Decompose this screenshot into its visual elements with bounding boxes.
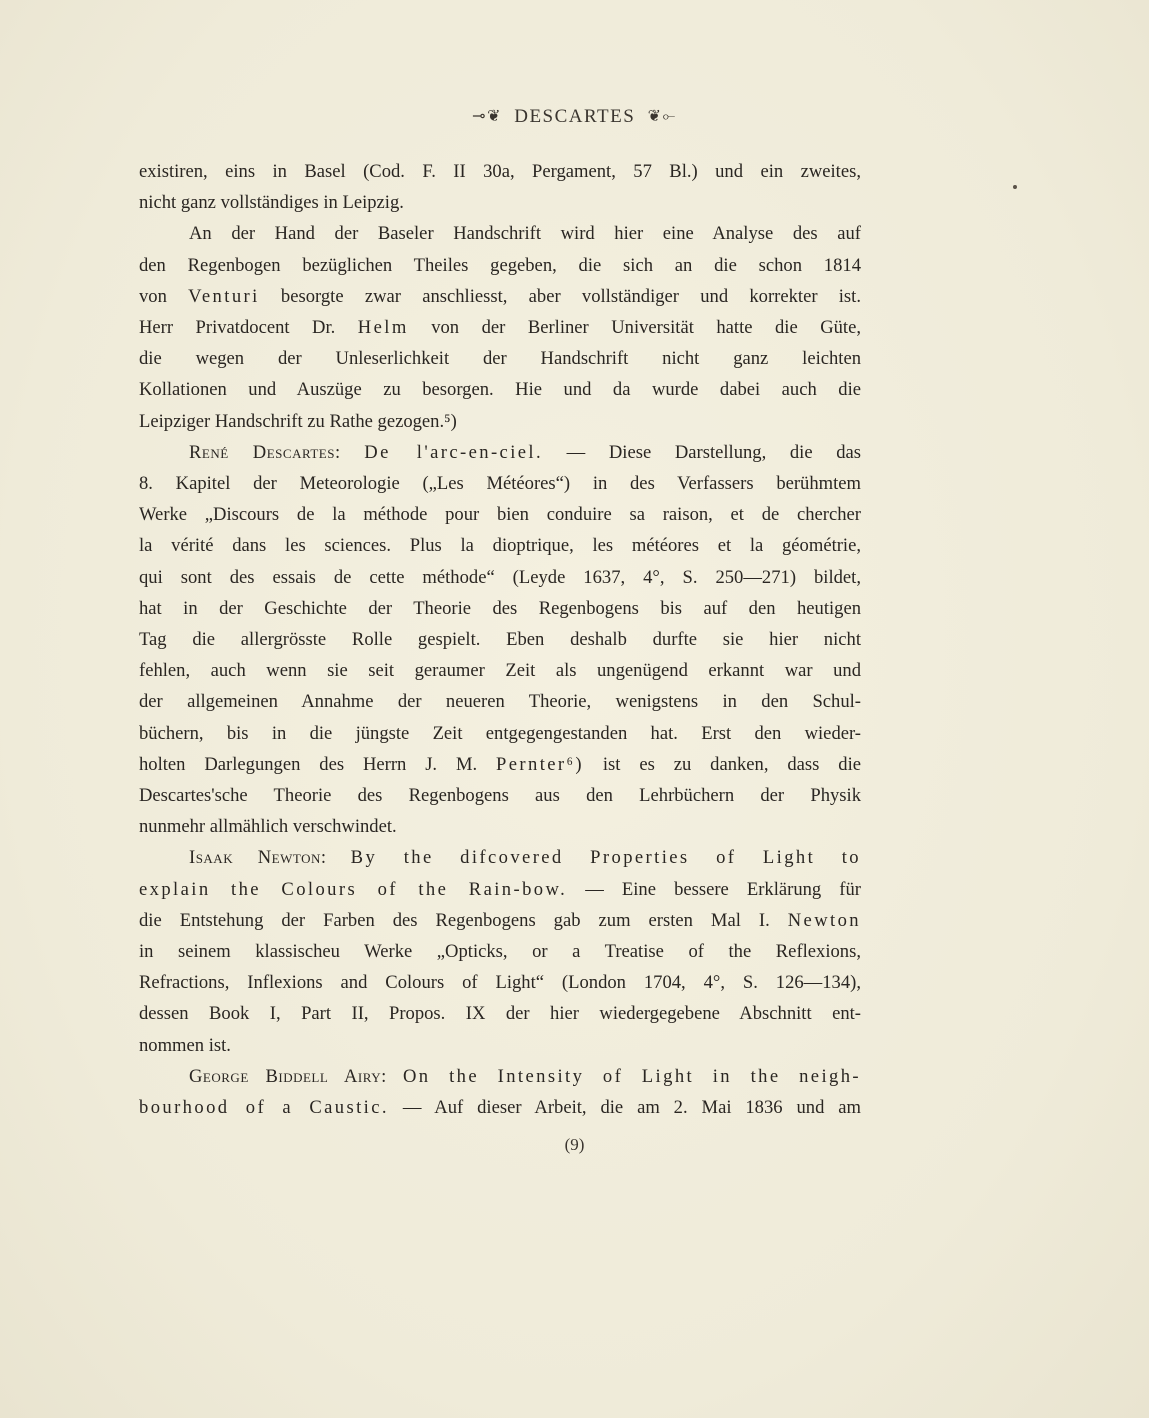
text-run: holten Darlegungen des Herrn J. M. <box>139 753 497 775</box>
paper-speck <box>1013 185 1017 189</box>
text-line: Descartes'sche Theorie des Regenbogens aus den Lehrbüchern der Physik <box>139 785 861 807</box>
text-line <box>139 842 861 873</box>
text-line <box>139 905 861 936</box>
author-name: René Descartes: <box>189 441 341 463</box>
text-line: 8. Kapitel der Meteorologie („Les Météores“) in des Verfassers berühmtem <box>139 473 861 495</box>
text-line: An der Hand der Baseler Handschrift wird hier eine Analyse des auf <box>189 223 861 245</box>
ornament-left-icon: ⊸❦ <box>472 108 502 125</box>
text-run: — Diese Darstellung, die das <box>543 441 862 463</box>
running-head-title: DESCARTES <box>514 106 636 127</box>
text-run: ist es zu danken, dass die <box>584 753 861 775</box>
text-line: nunmehr allmählich verschwindet. <box>139 816 397 838</box>
spaced-text: Pernter⁶) <box>496 753 584 775</box>
text-line: fehlen, auch wenn sie seit geraumer Zeit als ungenügend erkannt war und <box>139 660 861 682</box>
text-line: Kollationen und Auszüge zu besorgen. Hie und da wurde dabei auch die <box>139 379 861 401</box>
text-line: qui sont des essais de cette méthode“ (Leyde 1637, 4°, S. 250—271) bildet, <box>139 566 861 588</box>
text-run <box>327 847 351 868</box>
text-line: hat in der Geschichte der Theorie des Regenbogens bis auf den heutigen <box>139 597 861 619</box>
text-line: Refractions, Inflexions and Colours of Light“ (London 1704, 4°, S. 126—134), <box>139 972 861 994</box>
text-line: in seinem klassischeu Werke „Opticks, or a Treatise of the Reflexions, <box>139 941 861 963</box>
spaced-text: Venturi <box>188 285 260 307</box>
text-line: nommen ist. <box>139 1034 231 1056</box>
paragraph <box>139 842 861 1060</box>
body-text <box>139 156 861 1123</box>
text-run: — Auf dieser Arbeit, die am 2. Mai 1836 und am <box>388 1097 861 1119</box>
text-line <box>139 437 861 468</box>
text-line: dessen Book I, Part II, Propos. IX der hier wiedergegebene Abschnitt ent- <box>139 1003 861 1025</box>
author-name: Isaak Newton: <box>189 847 327 869</box>
text-line <box>139 1092 861 1123</box>
text-line <box>139 874 861 905</box>
spaced-text: De l'arc-en-ciel. <box>364 441 544 463</box>
text-run: die Entstehung der Farben des Regenbogens gab zum ersten Mal I. <box>139 909 788 931</box>
text-line: Werke „Discours de la méthode pour bien conduire sa raison, et de chercher <box>139 504 861 526</box>
text-line <box>139 312 861 343</box>
paragraph <box>139 156 861 218</box>
spaced-text: By the difcovered Properties of Light to <box>350 847 861 869</box>
paragraph <box>139 437 861 843</box>
text-run: Herr Privatdocent Dr. <box>139 317 358 339</box>
text-line: Tag die allergrösste Rolle gespielt. Eben deshalb durfte sie hier nicht <box>139 629 861 651</box>
spaced-text: bourhood of a Caustic. <box>139 1097 389 1119</box>
text-line: nicht ganz vollständiges in Leipzig. <box>139 192 404 214</box>
text-line <box>139 281 861 312</box>
text-run: — Eine bessere Erklärung für <box>567 878 861 900</box>
spaced-text: Newton <box>787 909 861 931</box>
paragraph <box>139 218 861 436</box>
text-run <box>341 442 365 463</box>
spaced-text: explain the Colours of the Rain-bow. <box>139 878 568 900</box>
text-line: die wegen der Unleserlichkeit der Handschrift nicht ganz leichten <box>139 348 861 370</box>
author-name: George Biddell Airy: <box>189 1065 387 1087</box>
text-line <box>139 749 861 780</box>
text-line: existiren, eins in Basel (Cod. F. II 30a, Pergament, 57 Bl.) und ein zweites, <box>139 161 861 182</box>
text-line: la vérité dans les sciences. Plus la dioptrique, les météores et la géométrie, <box>139 535 861 557</box>
text-run: von <box>139 285 189 307</box>
text-line <box>139 1061 861 1092</box>
spaced-text: Helm <box>357 317 409 339</box>
text-line: der allgemeinen Annahme der neueren Theorie, wenigstens in den Schul- <box>139 691 861 713</box>
ornament-right-icon: ❦⟜ <box>647 108 677 125</box>
text-run <box>387 1066 403 1087</box>
text-line: büchern, bis in die jüngste Zeit entgegengestanden hat. Erst den wieder- <box>139 722 861 744</box>
text-run: besorgte zwar anschliesst, aber vollständiger und korrekter ist. <box>259 285 861 307</box>
text-run: von der Berliner Universität hatte die Güte, <box>408 317 861 339</box>
page-number: (9) <box>564 1135 585 1154</box>
text-line: Leipziger Handschrift zu Rathe gezogen.⁵) <box>139 410 457 432</box>
text-line: den Regenbogen bezüglichen Theiles gegeben, die sich an die schon 1814 <box>139 254 861 276</box>
spaced-text: On the Intensity of Light in the neigh- <box>402 1065 861 1087</box>
running-head <box>0 106 1149 128</box>
paragraph <box>139 1061 861 1123</box>
